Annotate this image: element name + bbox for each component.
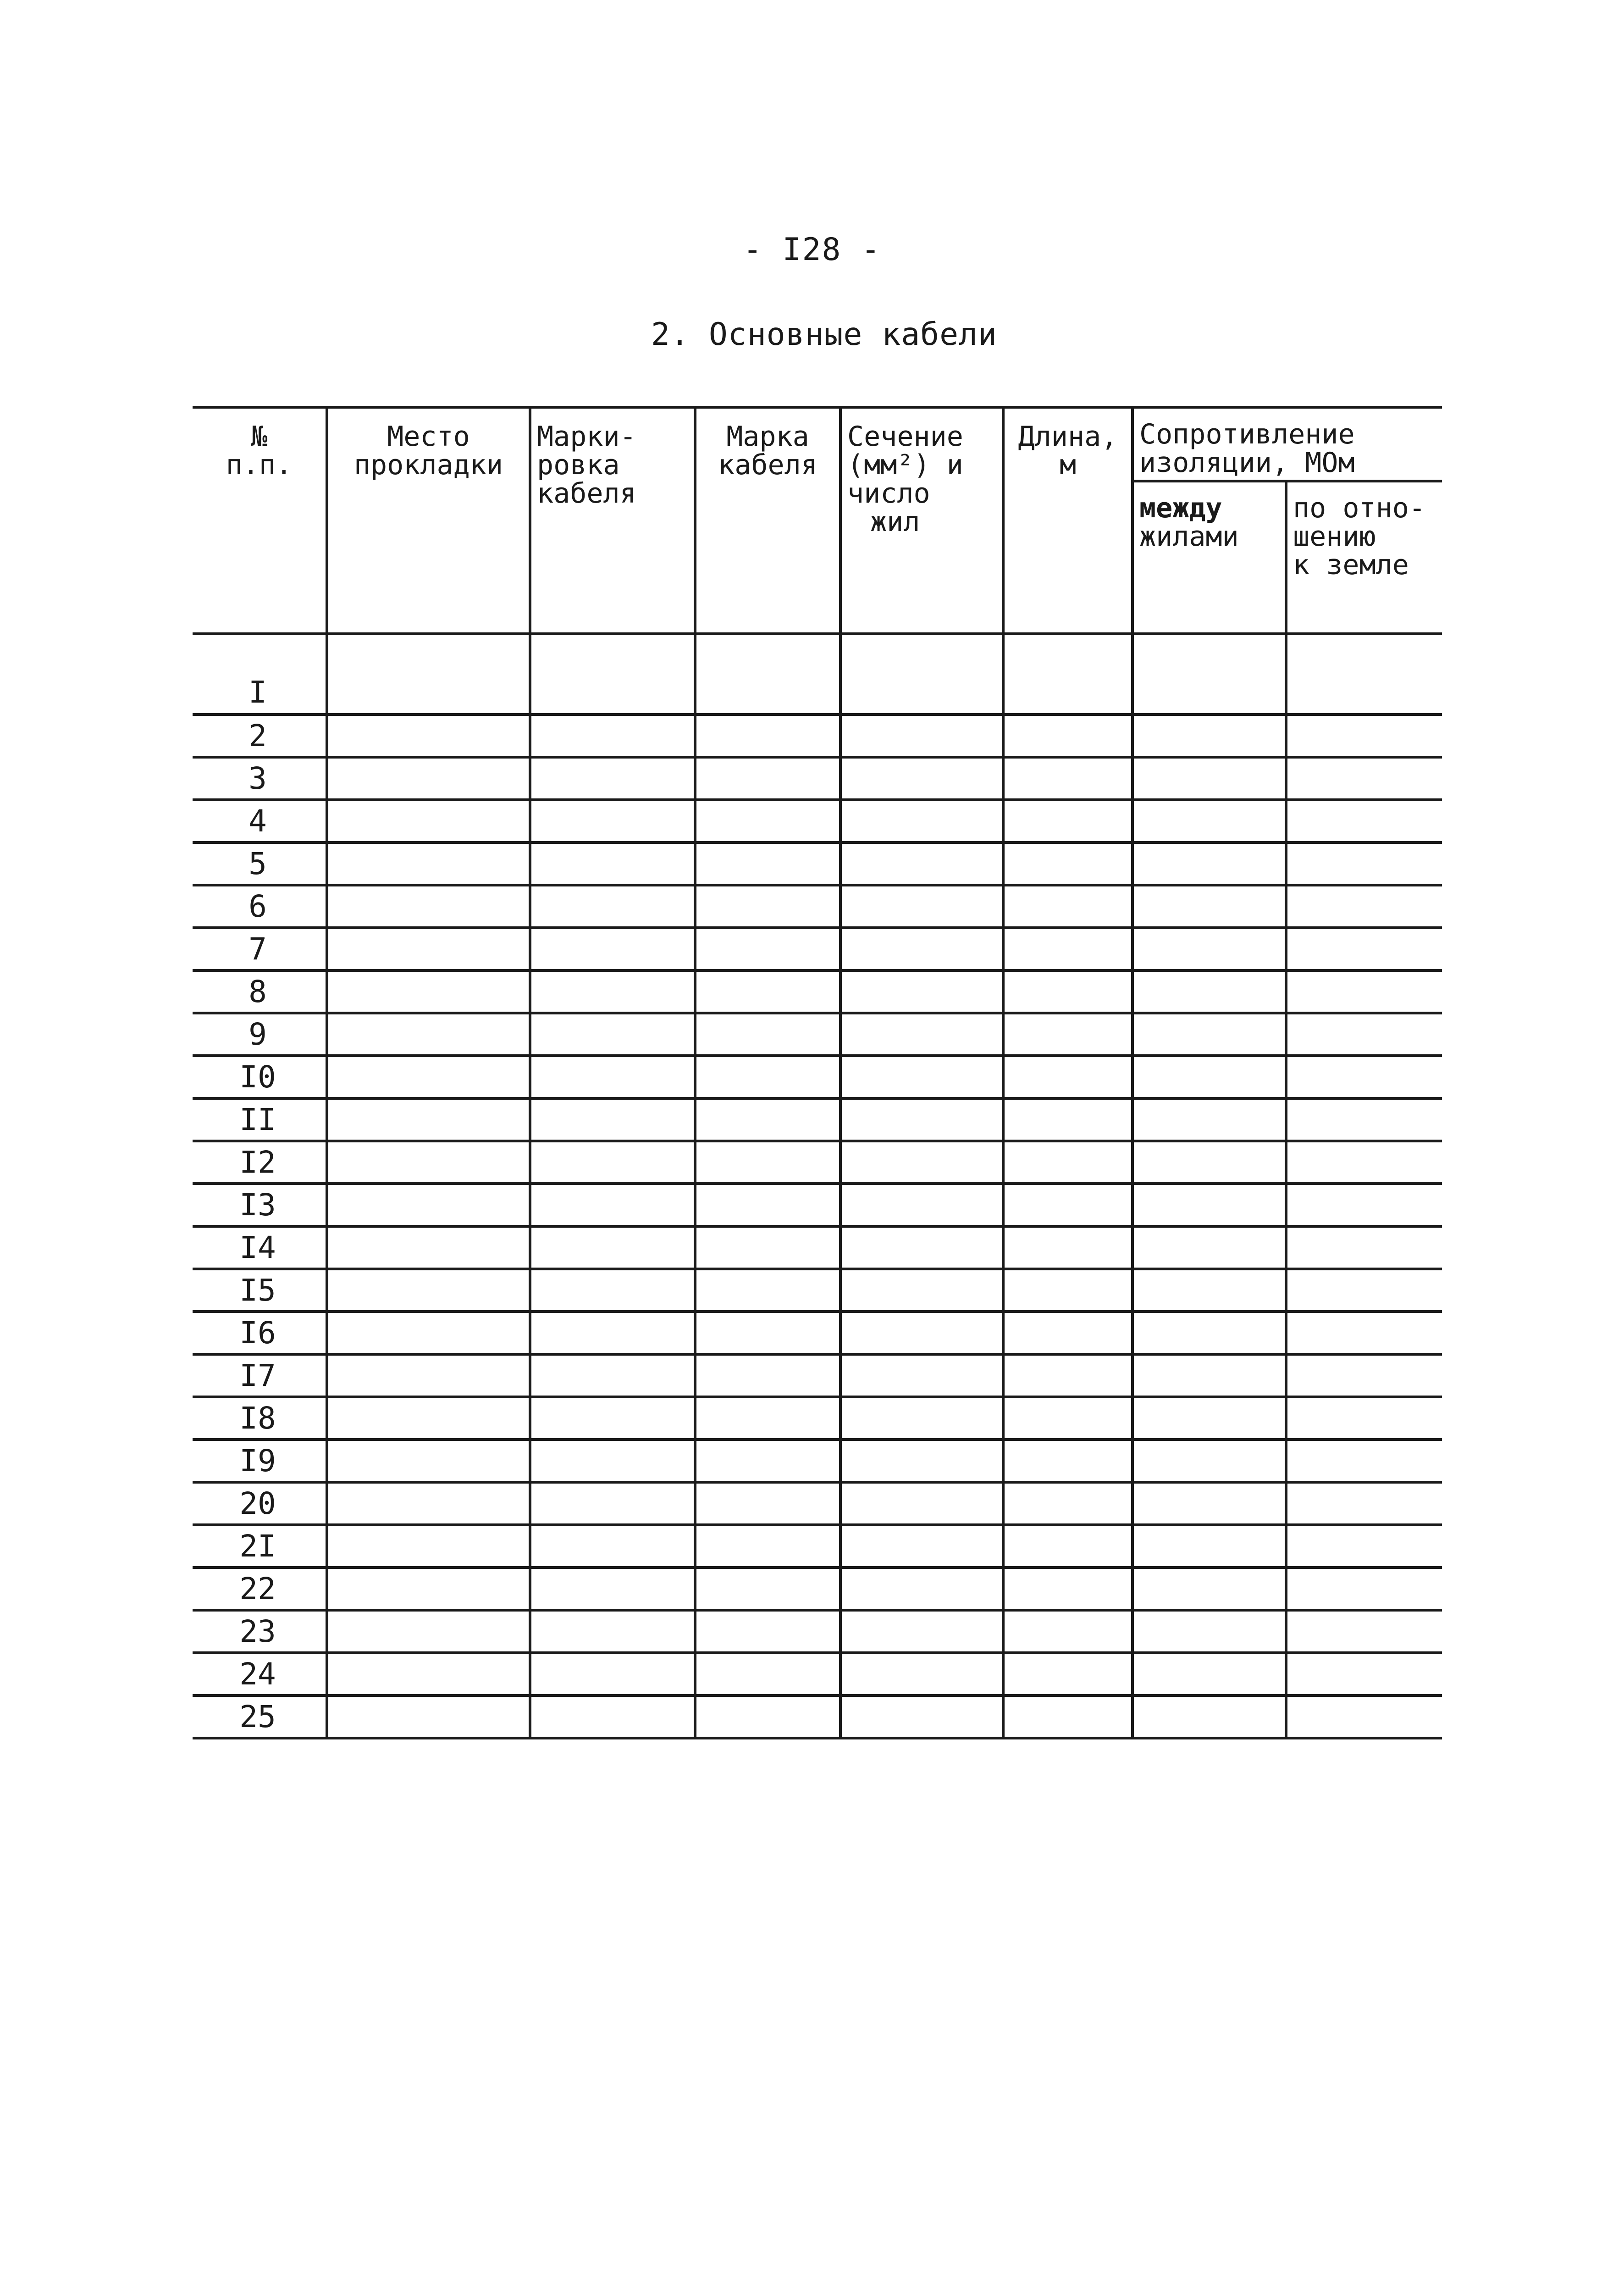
section-cell <box>840 1354 1003 1397</box>
marking-cell <box>530 1695 695 1738</box>
brand-cell <box>695 1653 840 1695</box>
between-cores-cell <box>1132 1056 1286 1098</box>
header-brand-line-2: кабеля <box>718 449 818 481</box>
place-cell <box>327 842 530 885</box>
header-marking-line-1: Марки- <box>537 421 636 453</box>
to-ground-cell <box>1286 1269 1442 1312</box>
length-cell <box>1003 1482 1132 1525</box>
to-ground-cell <box>1286 1695 1442 1738</box>
row-number: 5 <box>193 842 327 885</box>
length-cell <box>1003 1013 1132 1056</box>
brand-cell <box>695 1056 840 1098</box>
between-cores-cell <box>1132 1269 1286 1312</box>
to-ground-cell <box>1286 1226 1442 1269</box>
marking-cell <box>530 1440 695 1482</box>
between-cores-cell <box>1132 1440 1286 1482</box>
row-number: I8 <box>193 1397 327 1440</box>
header-place-line-2: прокладки <box>354 449 503 481</box>
table-row <box>193 1098 1442 1141</box>
header-marking-line-2: ровка <box>537 449 620 481</box>
table-row <box>193 1354 1442 1397</box>
brand-cell <box>695 1184 840 1226</box>
table-row <box>193 885 1442 928</box>
marking-cell <box>530 1141 695 1184</box>
place-cell <box>327 1567 530 1610</box>
brand-cell <box>695 1141 840 1184</box>
length-cell <box>1003 1312 1132 1354</box>
header-num-line-1: № <box>250 421 268 453</box>
length-cell <box>1003 1226 1132 1269</box>
row-number: 22 <box>193 1567 327 1610</box>
section-cell <box>840 1653 1003 1695</box>
table-row <box>193 800 1442 842</box>
length-cell <box>1003 1098 1132 1141</box>
marking-cell <box>530 1056 695 1098</box>
row-number: 20 <box>193 1482 327 1525</box>
row-number: I6 <box>193 1312 327 1354</box>
between-cores-cell <box>1132 1397 1286 1440</box>
row-number: 2I <box>193 1525 327 1567</box>
to-ground-cell <box>1286 1098 1442 1141</box>
place-cell <box>327 928 530 970</box>
table-row <box>193 928 1442 970</box>
between-cores-cell <box>1132 1141 1286 1184</box>
table-row <box>193 1567 1442 1610</box>
table-row <box>193 1482 1442 1525</box>
brand-cell <box>695 1354 840 1397</box>
header-to-ground <box>1286 481 1442 634</box>
table-row <box>193 1226 1442 1269</box>
length-cell <box>1003 1653 1132 1695</box>
to-ground-cell <box>1286 714 1442 757</box>
row-number: I <box>193 634 327 714</box>
section-cell <box>840 800 1003 842</box>
length-cell <box>1003 1141 1132 1184</box>
table-row <box>193 1610 1442 1653</box>
header-to-ground-line-1: по отно- <box>1293 492 1425 524</box>
section-cell <box>840 1440 1003 1482</box>
section-cell <box>840 1226 1003 1269</box>
header-section-line-2: (мм²) и <box>847 449 963 481</box>
section-cell <box>840 1013 1003 1056</box>
row-number: II <box>193 1098 327 1141</box>
section-cell <box>840 842 1003 885</box>
to-ground-cell <box>1286 1013 1442 1056</box>
table-row <box>193 1056 1442 1098</box>
table-row <box>193 634 1442 714</box>
header-section-line-4: жил <box>870 506 920 538</box>
header-brand-line-1: Марка <box>726 421 809 453</box>
row-number: I4 <box>193 1226 327 1269</box>
header-brand <box>695 407 840 634</box>
to-ground-cell <box>1286 800 1442 842</box>
brand-cell <box>695 1567 840 1610</box>
to-ground-cell <box>1286 1653 1442 1695</box>
length-cell <box>1003 1184 1132 1226</box>
length-cell <box>1003 928 1132 970</box>
section-cell <box>840 1098 1003 1141</box>
marking-cell <box>530 1610 695 1653</box>
length-cell <box>1003 970 1132 1013</box>
brand-cell <box>695 842 840 885</box>
between-cores-cell <box>1132 1695 1286 1738</box>
row-number: 24 <box>193 1653 327 1695</box>
between-cores-cell <box>1132 1610 1286 1653</box>
row-number: 23 <box>193 1610 327 1653</box>
brand-cell <box>695 928 840 970</box>
between-cores-cell <box>1132 1312 1286 1354</box>
cables-table <box>193 406 1442 1739</box>
table-row <box>193 1269 1442 1312</box>
to-ground-cell <box>1286 1184 1442 1226</box>
section-cell <box>840 1567 1003 1610</box>
length-cell <box>1003 1056 1132 1098</box>
length-cell <box>1003 885 1132 928</box>
length-cell <box>1003 842 1132 885</box>
brand-cell <box>695 1610 840 1653</box>
place-cell <box>327 800 530 842</box>
brand-cell <box>695 1525 840 1567</box>
section-cell <box>840 1482 1003 1525</box>
place-cell <box>327 885 530 928</box>
place-cell <box>327 970 530 1013</box>
row-number: 2 <box>193 714 327 757</box>
length-cell <box>1003 1354 1132 1397</box>
place-cell <box>327 1610 530 1653</box>
section-cell <box>840 1695 1003 1738</box>
marking-cell <box>530 885 695 928</box>
marking-cell <box>530 1397 695 1440</box>
to-ground-cell <box>1286 842 1442 885</box>
place-cell <box>327 1525 530 1567</box>
brand-cell <box>695 1098 840 1141</box>
row-number: 7 <box>193 928 327 970</box>
table-row <box>193 1397 1442 1440</box>
row-number: I2 <box>193 1141 327 1184</box>
place-cell <box>327 1226 530 1269</box>
length-cell <box>1003 800 1132 842</box>
to-ground-cell <box>1286 970 1442 1013</box>
length-cell <box>1003 757 1132 800</box>
page-number: - I28 - <box>743 232 881 268</box>
brand-cell <box>695 634 840 714</box>
header-to-ground-line-3: к земле <box>1293 549 1409 581</box>
length-cell <box>1003 1695 1132 1738</box>
length-cell <box>1003 1567 1132 1610</box>
row-number: 25 <box>193 1695 327 1738</box>
section-cell <box>840 1184 1003 1226</box>
place-cell <box>327 1440 530 1482</box>
place-cell <box>327 1056 530 1098</box>
table-row <box>193 757 1442 800</box>
brand-cell <box>695 885 840 928</box>
row-number: I9 <box>193 1440 327 1482</box>
header-section <box>840 407 1003 634</box>
to-ground-cell <box>1286 885 1442 928</box>
row-number: 4 <box>193 800 327 842</box>
section-cell <box>840 885 1003 928</box>
section-cell <box>840 1269 1003 1312</box>
header-length <box>1003 407 1132 634</box>
section-cell <box>840 714 1003 757</box>
table-row <box>193 842 1442 885</box>
to-ground-cell <box>1286 634 1442 714</box>
between-cores-cell <box>1132 757 1286 800</box>
brand-cell <box>695 1312 840 1354</box>
brand-cell <box>695 714 840 757</box>
section-cell <box>840 1312 1003 1354</box>
marking-cell <box>530 800 695 842</box>
between-cores-cell <box>1132 1525 1286 1567</box>
section-cell <box>840 1056 1003 1098</box>
table-row <box>193 1141 1442 1184</box>
header-section-line-1: Сечение <box>847 421 963 453</box>
header-between-cores-line-2: жилами <box>1139 521 1239 553</box>
between-cores-cell <box>1132 714 1286 757</box>
header-length-line-2: м <box>1059 449 1077 481</box>
brand-cell <box>695 1482 840 1525</box>
place-cell <box>327 1098 530 1141</box>
between-cores-cell <box>1132 1567 1286 1610</box>
header-marking <box>530 407 695 634</box>
row-number: 3 <box>193 757 327 800</box>
marking-cell <box>530 1312 695 1354</box>
table-body <box>193 634 1442 1738</box>
row-number: 9 <box>193 1013 327 1056</box>
row-number: 6 <box>193 885 327 928</box>
brand-cell <box>695 1013 840 1056</box>
header-between-cores-line-1: между <box>1139 492 1222 524</box>
header-length-line-1: Длина, <box>1018 421 1118 453</box>
place-cell <box>327 1184 530 1226</box>
length-cell <box>1003 1525 1132 1567</box>
marking-cell <box>530 1269 695 1312</box>
to-ground-cell <box>1286 1567 1442 1610</box>
table-title: 2. Основные кабели <box>651 316 997 353</box>
table-row <box>193 714 1442 757</box>
table-row <box>193 1440 1442 1482</box>
header-between-cores <box>1132 481 1286 634</box>
row-number: I3 <box>193 1184 327 1226</box>
marking-cell <box>530 1653 695 1695</box>
section-cell <box>840 1141 1003 1184</box>
place-cell <box>327 1141 530 1184</box>
between-cores-cell <box>1132 634 1286 714</box>
row-number: I0 <box>193 1056 327 1098</box>
between-cores-cell <box>1132 970 1286 1013</box>
place-cell <box>327 714 530 757</box>
section-cell <box>840 928 1003 970</box>
brand-cell <box>695 1269 840 1312</box>
to-ground-cell <box>1286 928 1442 970</box>
section-cell <box>840 1610 1003 1653</box>
section-cell <box>840 1397 1003 1440</box>
place-cell <box>327 1269 530 1312</box>
to-ground-cell <box>1286 757 1442 800</box>
brand-cell <box>695 1397 840 1440</box>
between-cores-cell <box>1132 842 1286 885</box>
brand-cell <box>695 1226 840 1269</box>
brand-cell <box>695 1695 840 1738</box>
section-cell <box>840 970 1003 1013</box>
header-num <box>193 407 327 634</box>
between-cores-cell <box>1132 1013 1286 1056</box>
table-row <box>193 970 1442 1013</box>
length-cell <box>1003 714 1132 757</box>
between-cores-cell <box>1132 1653 1286 1695</box>
table-row <box>193 1525 1442 1567</box>
place-cell <box>327 1695 530 1738</box>
marking-cell <box>530 714 695 757</box>
section-cell <box>840 757 1003 800</box>
marking-cell <box>530 970 695 1013</box>
section-cell <box>840 1525 1003 1567</box>
row-number: I7 <box>193 1354 327 1397</box>
length-cell <box>1003 1440 1132 1482</box>
length-cell <box>1003 634 1132 714</box>
to-ground-cell <box>1286 1141 1442 1184</box>
between-cores-cell <box>1132 885 1286 928</box>
marking-cell <box>530 1354 695 1397</box>
brand-cell <box>695 800 840 842</box>
place-cell <box>327 1397 530 1440</box>
marking-cell <box>530 842 695 885</box>
header-place <box>327 407 530 634</box>
place-cell <box>327 1482 530 1525</box>
place-cell <box>327 634 530 714</box>
place-cell <box>327 1013 530 1056</box>
section-cell <box>840 634 1003 714</box>
marking-cell <box>530 1482 695 1525</box>
length-cell <box>1003 1610 1132 1653</box>
brand-cell <box>695 970 840 1013</box>
header-num-line-2: п.п. <box>226 449 293 481</box>
brand-cell <box>695 1440 840 1482</box>
between-cores-cell <box>1132 800 1286 842</box>
to-ground-cell <box>1286 1312 1442 1354</box>
place-cell <box>327 1653 530 1695</box>
marking-cell <box>530 1525 695 1567</box>
to-ground-cell <box>1286 1397 1442 1440</box>
header-resistance <box>1132 407 1442 481</box>
between-cores-cell <box>1132 928 1286 970</box>
between-cores-cell <box>1132 1354 1286 1397</box>
row-number: I5 <box>193 1269 327 1312</box>
to-ground-cell <box>1286 1525 1442 1567</box>
table-row <box>193 1653 1442 1695</box>
brand-cell <box>695 757 840 800</box>
to-ground-cell <box>1286 1440 1442 1482</box>
between-cores-cell <box>1132 1184 1286 1226</box>
to-ground-cell <box>1286 1056 1442 1098</box>
length-cell <box>1003 1397 1132 1440</box>
marking-cell <box>530 757 695 800</box>
header-marking-line-3: кабеля <box>537 477 636 510</box>
between-cores-cell <box>1132 1098 1286 1141</box>
between-cores-cell <box>1132 1482 1286 1525</box>
header-resistance-line-2: изоляции, МОм <box>1139 447 1355 479</box>
table-row <box>193 1695 1442 1738</box>
header-resistance-line-1: Сопротивление <box>1139 418 1355 450</box>
marking-cell <box>530 1226 695 1269</box>
marking-cell <box>530 634 695 714</box>
to-ground-cell <box>1286 1354 1442 1397</box>
place-cell <box>327 757 530 800</box>
place-cell <box>327 1354 530 1397</box>
to-ground-cell <box>1286 1610 1442 1653</box>
header-to-ground-line-2: шению <box>1293 521 1376 553</box>
table-row <box>193 1013 1442 1056</box>
marking-cell <box>530 1567 695 1610</box>
marking-cell <box>530 1184 695 1226</box>
table-row <box>193 1184 1442 1226</box>
marking-cell <box>530 1098 695 1141</box>
row-number: 8 <box>193 970 327 1013</box>
header-place-line-1: Место <box>387 421 470 453</box>
between-cores-cell <box>1132 1226 1286 1269</box>
place-cell <box>327 1312 530 1354</box>
length-cell <box>1003 1269 1132 1312</box>
to-ground-cell <box>1286 1482 1442 1525</box>
table-row <box>193 1312 1442 1354</box>
header-row <box>193 407 1442 481</box>
marking-cell <box>530 1013 695 1056</box>
marking-cell <box>530 928 695 970</box>
header-section-line-3: число <box>847 477 930 510</box>
